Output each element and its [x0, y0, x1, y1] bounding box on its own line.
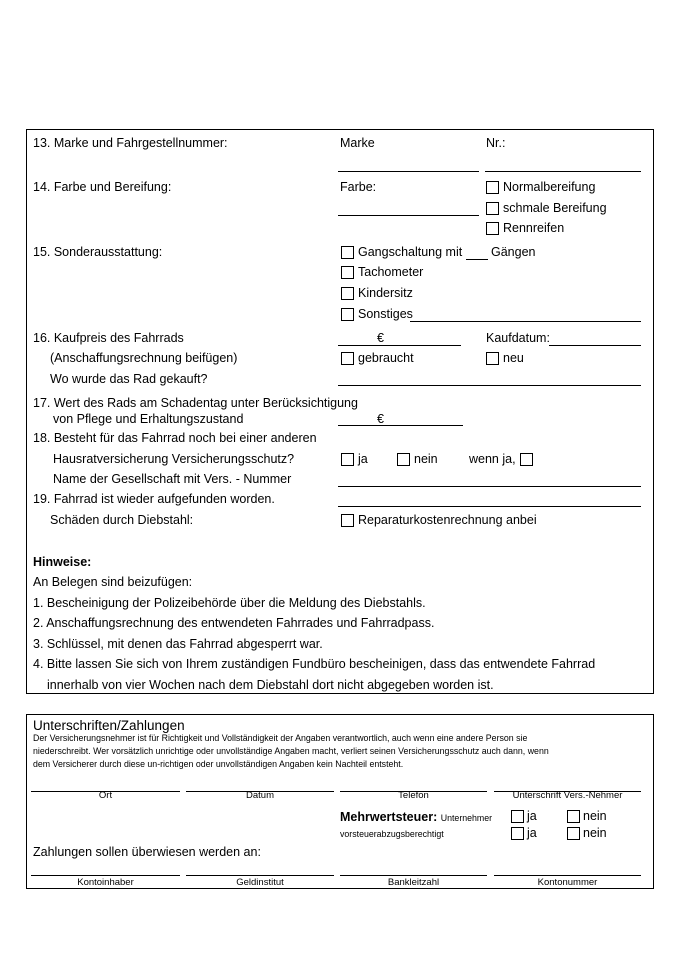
- q18-wennja-label: wenn ja,: [469, 452, 516, 466]
- q13-nr-label: Nr.:: [486, 136, 506, 150]
- signatures-text-line: dem Versicherer durch diese un-richtigen oder unvollständigen Angaben kein Nachteil entsteht.: [33, 759, 404, 769]
- mwst-sub1: Unternehmer: [440, 813, 493, 823]
- q18-ja-label: ja: [358, 452, 368, 466]
- hinweise-item: innerhalb von vier Wochen nach dem Diebstahl dort nicht abgegeben worden ist.: [47, 678, 494, 692]
- normalbereifung-label: Normalbereifung: [503, 180, 596, 194]
- q18-ja-checkbox[interactable]: [341, 453, 354, 466]
- q17-sub: von Pflege und Erhaltungszustand: [53, 412, 244, 426]
- q14-label: 14. Farbe und Bereifung:: [33, 180, 172, 194]
- telefon-label: Telefon: [398, 790, 429, 801]
- gangschaltung-label: Gangschaltung mit: [358, 245, 463, 259]
- q18-label: 18. Besteht für das Fahrrad noch bei einer anderen: [33, 431, 317, 445]
- reparatur-checkbox[interactable]: [341, 514, 354, 527]
- kontonummer-label: Kontonummer: [537, 877, 598, 888]
- q14-farbe-label: Farbe:: [340, 180, 377, 194]
- mwst-nein-checkbox-1[interactable]: [567, 810, 580, 823]
- normalbereifung-checkbox[interactable]: [486, 181, 499, 194]
- gebraucht-checkbox[interactable]: [341, 352, 354, 365]
- q13-label: 13. Marke und Fahrgestellnummer:: [33, 136, 228, 150]
- q16-label: 16. Kaufpreis des Fahrrads: [33, 331, 184, 345]
- hinweise-item: 4. Bitte lassen Sie sich von Ihrem zuständigen Fundbüro bescheinigen, dass das entwendete Fahrrad: [33, 657, 596, 671]
- rennreifen-checkbox[interactable]: [486, 222, 499, 235]
- q18-wennja-checkbox[interactable]: [520, 453, 533, 466]
- tachometer-checkbox[interactable]: [341, 266, 354, 279]
- mwst-title-text: Mehrwertsteuer:: [340, 810, 438, 824]
- signatures-text-line: niederschreibt. Wer vorsätzlich unrichtige oder unvollständige Angaben macht, verliert seinen Versicherungsschutz auch dann, wenn: [33, 746, 549, 756]
- q16-sub1: (Anschaffungsrechnung beifügen): [50, 351, 238, 365]
- kaufdatum-label: Kaufdatum:: [486, 331, 550, 345]
- mwst-title: [340, 810, 492, 825]
- ort-label: Ort: [98, 790, 113, 801]
- q18-nein-checkbox[interactable]: [397, 453, 410, 466]
- mwst-ja-checkbox-2[interactable]: [511, 827, 524, 840]
- mwst-ja-checkbox-1[interactable]: [511, 810, 524, 823]
- sonstiges-checkbox[interactable]: [341, 308, 354, 321]
- signatures-text-line: Der Versicherungsnehmer ist für Richtigkeit und Vollständigkeit der Angaben verantwortlich, auch wenn eine andere Person sie: [33, 733, 528, 743]
- mwst-sub2: vorsteuerabzugsberechtigt: [340, 829, 444, 839]
- kontoinhaber-field[interactable]: [31, 875, 180, 876]
- gaenge-count-field[interactable]: [466, 259, 488, 260]
- q17-currency: €: [377, 412, 384, 426]
- tachometer-label: Tachometer: [358, 265, 424, 279]
- aufgefunden-field[interactable]: [338, 506, 641, 507]
- hinweise-item: 3. Schlüssel, mit denen das Fahrrad abgesperrt war.: [33, 637, 323, 651]
- wert-field[interactable]: [338, 425, 463, 426]
- geldinstitut-label: Geldinstitut: [236, 877, 284, 888]
- mwst-nein-label-1: nein: [583, 809, 607, 823]
- q19-sub: Schäden durch Diebstahl:: [50, 513, 194, 527]
- unterschrift-label: Unterschrift Vers.-Nehmer: [512, 790, 623, 801]
- bankleitzahl-field[interactable]: [340, 875, 487, 876]
- hinweise-title: Hinweise:: [33, 555, 92, 569]
- sonstiges-field[interactable]: [410, 321, 641, 322]
- neu-checkbox[interactable]: [486, 352, 499, 365]
- hinweise-item: 1. Bescheinigung der Polizeibehörde über die Meldung des Diebstahls.: [33, 596, 426, 610]
- q16-currency: €: [377, 331, 384, 345]
- signatures-title: Unterschriften/Zahlungen: [33, 718, 185, 733]
- q14-farbe-field[interactable]: [338, 215, 479, 216]
- bankleitzahl-label: Bankleitzahl: [387, 877, 440, 888]
- q19-label: 19. Fahrrad ist wieder aufgefunden worden.: [33, 492, 275, 506]
- zahlungen-label: Zahlungen sollen überwiesen werden an:: [33, 845, 261, 859]
- geldinstitut-field[interactable]: [186, 875, 334, 876]
- mwst-nein-label-2: nein: [583, 826, 607, 840]
- kindersitz-label: Kindersitz: [358, 286, 413, 300]
- kindersitz-checkbox[interactable]: [341, 287, 354, 300]
- kontonummer-field[interactable]: [494, 875, 641, 876]
- mwst-ja-label-1: ja: [527, 809, 537, 823]
- gangschaltung-checkbox[interactable]: [341, 246, 354, 259]
- mwst-nein-checkbox-2[interactable]: [567, 827, 580, 840]
- q17-label: 17. Wert des Rads am Schadentag unter Berücksichtigung: [33, 396, 358, 410]
- schmale-bereifung-checkbox[interactable]: [486, 202, 499, 215]
- q16-sub2: Wo wurde das Rad gekauft?: [50, 372, 208, 386]
- q15-label: 15. Sonderausstattung:: [33, 245, 163, 259]
- gesellschaft-field[interactable]: [338, 486, 641, 487]
- schmale-bereifung-label: schmale Bereifung: [503, 201, 607, 215]
- gaenge-label: Gängen: [491, 245, 536, 259]
- mwst-ja-label-2: ja: [527, 826, 537, 840]
- q18-sub2: Name der Gesellschaft mit Vers. - Nummer: [53, 472, 292, 486]
- datum-label: Datum: [246, 790, 274, 801]
- kontoinhaber-label: Kontoinhaber: [77, 877, 134, 888]
- q18-nein-label: nein: [414, 452, 438, 466]
- q18-sub1: Hausratversicherung Versicherungsschutz?: [53, 452, 295, 466]
- kaufpreis-field[interactable]: [338, 345, 461, 346]
- hinweise-item: 2. Anschaffungsrechnung des entwendeten Fahrrades und Fahrradpass.: [33, 616, 435, 630]
- reparatur-label: Reparaturkostenrechnung anbei: [358, 513, 537, 527]
- hinweise-intro: An Belegen sind beizufügen:: [33, 575, 193, 589]
- kaufdatum-field[interactable]: [549, 345, 641, 346]
- gebraucht-label: gebraucht: [358, 351, 414, 365]
- sonstiges-label: Sonstiges: [358, 307, 413, 321]
- q13-marke-field[interactable]: [338, 171, 479, 172]
- rennreifen-label: Rennreifen: [503, 221, 565, 235]
- kaufort-field[interactable]: [338, 385, 641, 386]
- q13-nr-field[interactable]: [485, 171, 641, 172]
- q13-marke-label: Marke: [340, 136, 375, 150]
- neu-label: neu: [503, 351, 524, 365]
